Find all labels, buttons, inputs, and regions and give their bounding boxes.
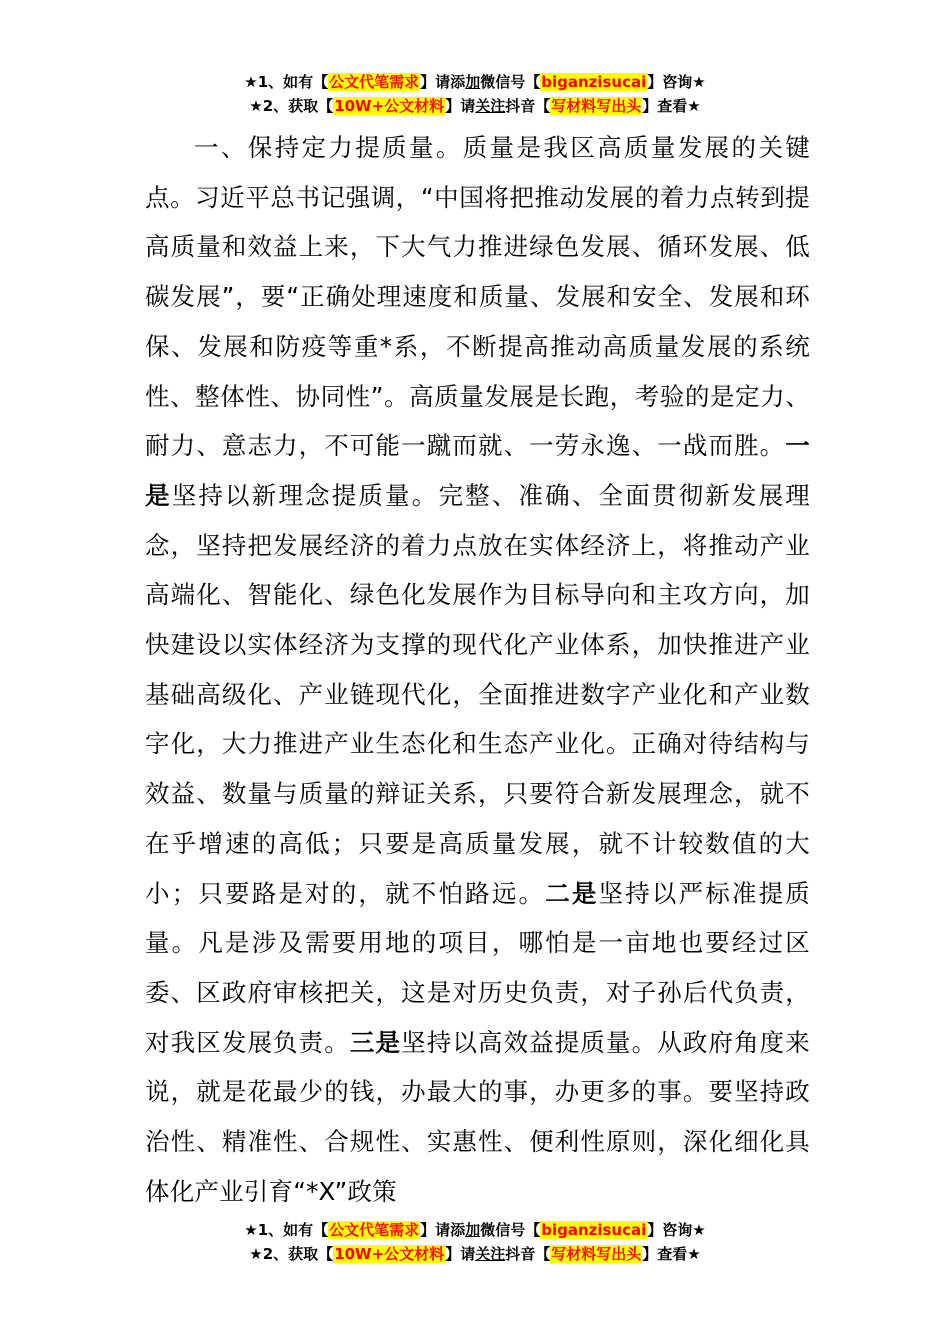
header-line-1-prefix: ★1、如有【 (244, 73, 329, 91)
footer-line-1-prefix: ★1、如有【 (244, 1221, 329, 1239)
highlight-douyin-account[interactable]: 写材料写出头 (551, 97, 642, 115)
body-point-2-label: 二是 (545, 878, 599, 908)
footer-line-1-text: 】请添 (420, 1221, 466, 1239)
body-point-2-text: 坚持以严标准提质量。凡是涉及需要用地的项目，哪怕是一亩地也要经过区委、区政府审核把关，这是对历史负责，对子孙后代负责，对我区发展负责。 (145, 878, 810, 1057)
header-line-2-prefix: ★2、获取【 (249, 97, 334, 115)
header-line-2-suffix: 】查看★ (642, 97, 701, 115)
body-point-3-label: 三是 (349, 1027, 402, 1057)
footer-highlight-wechat-id[interactable]: biganzisucai (541, 1221, 647, 1239)
body-point-3-text: 坚持以高效益提质量。从政府角度来说，就是花最少的钱，办最大的事，办更多的事。要坚持政治性、精准性、合规性、实惠性、便利性原则，深化细化具体化产业引育“*X”政策 (145, 1027, 810, 1206)
header-line-2 (0, 94, 950, 118)
body-point-1-label: 一是 (145, 431, 810, 510)
highlight-wechat-id[interactable]: biganzisucai (541, 73, 647, 91)
footer-line-1-suffix: 】咨询★ (647, 1221, 706, 1239)
body-point-1-text: 坚持以新理念提质量。完整、准确、全面贯彻新发展理念，坚持把发展经济的着力点放在实体经济上，将推动产业高端化、智能化、绿色化发展作为目标导向和主攻方向，加快建设以实体经济为支撑的现代化产业体系，加快推进产业基础高级化、产业链现代化，全面推进数字产业化和产业数字化，大力推进产业生态化和生态产业化。正确对待结构与效益、数量与质量的辩证关系，只要符合新发展理念，就不在乎增速的高低；只要是高质量发展，就不计较数值的大小；只要路是对的，就不怕路远。 (145, 480, 810, 908)
footer-highlight-douyin-account[interactable]: 写材料写出头 (551, 1245, 642, 1263)
header-line-1-suffix: 】咨询★ (647, 73, 706, 91)
footer-line-1-text-2: 微信号【 (480, 1221, 541, 1239)
footer-line-2 (0, 1242, 950, 1266)
footer-highlight-service: 公文代笔需求 (329, 1221, 420, 1239)
document-body (145, 123, 810, 1216)
footer-line-2-prefix: ★2、获取【 (249, 1245, 334, 1263)
footer-line-1 (0, 1218, 950, 1242)
footer-banner (0, 1218, 950, 1266)
footer-line-2-suffix: 】查看★ (642, 1245, 701, 1263)
header-line-1-text-2: 微信号【 (480, 73, 541, 91)
header-line-2-text: 】请 (445, 97, 476, 115)
highlight-materials: 10W+公文材料 (334, 97, 445, 115)
footer-line-2-text-2: 抖音【 (505, 1245, 551, 1263)
footer-line-1-underlined: 加 (465, 1221, 481, 1239)
body-paragraph-intro: 一、保持定力提质量。质量是我区高质量发展的关键点。习近平总书记强调，“中国将把推动发展的着力点转到提高质量和效益上来，下大气力推进绿色发展、循环发展、低碳发展”，要“正确处理速度和质量、发展和安全、发展和环保、发展和防疫等重*系，不断提高推动高质量发展的系统性、整体性、协同性”。高质量发展是长跑，考验的是定力、耐力、意志力，不可能一蹴而就、一劳永逸、一战而胜。 (145, 133, 810, 461)
header-line-1-underlined: 加 (465, 73, 481, 91)
header-line-1-text: 】请添 (420, 73, 466, 91)
header-banner (0, 70, 950, 118)
footer-line-2-text: 】请 (445, 1245, 476, 1263)
header-line-2-text-2: 抖音【 (505, 97, 551, 115)
highlight-service: 公文代笔需求 (329, 73, 420, 91)
footer-highlight-materials: 10W+公文材料 (334, 1245, 445, 1263)
header-line-2-underlined: 关注 (475, 97, 506, 115)
footer-line-2-underlined: 关注 (475, 1245, 506, 1263)
header-line-1 (0, 70, 950, 94)
